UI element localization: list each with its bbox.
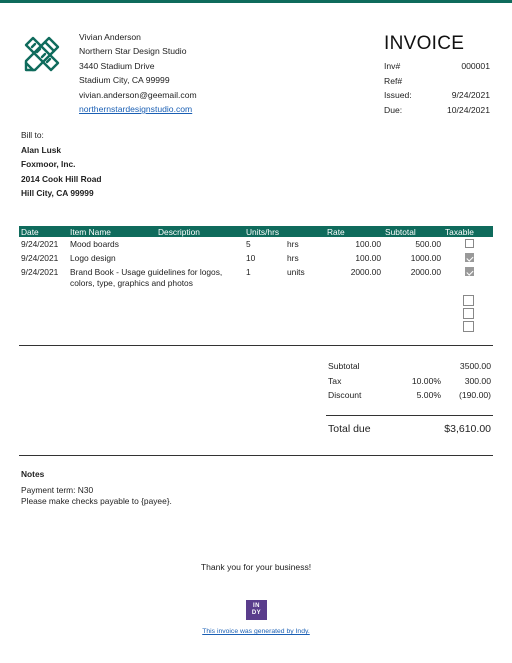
discount-percent: 5.00% xyxy=(416,390,441,401)
row-description xyxy=(156,237,244,251)
total-due-value: $3,610.00 xyxy=(444,422,491,435)
bill-to-name: Alan Lusk xyxy=(21,144,62,155)
sender-website-link[interactable]: northernstardesignstudio.com xyxy=(79,104,193,115)
top-accent-bar xyxy=(0,0,512,3)
col-header-subtotal: Subtotal xyxy=(383,226,443,237)
indy-logo-top: IN xyxy=(253,603,260,609)
inv-value: 000001 xyxy=(461,61,490,71)
row-item: Mood boards xyxy=(70,239,119,249)
sender-company: Northern Star Design Studio xyxy=(79,46,187,57)
bill-to-company: Foxmoor, Inc. xyxy=(21,159,76,169)
notes-line: Payment term: N30 xyxy=(21,484,94,495)
row-units: 10 xyxy=(246,253,256,263)
discount-value: (190.00) xyxy=(458,390,491,401)
items-table xyxy=(19,226,493,289)
row-date: 9/24/2021 xyxy=(21,239,59,249)
discount-label: Discount xyxy=(328,390,362,401)
col-header-item: Item Name xyxy=(68,226,156,237)
row-units: 5 xyxy=(246,239,251,249)
row-subtotal: 500.00 xyxy=(415,239,441,249)
bill-to-city: Hill City, CA 99999 xyxy=(21,188,94,198)
row-subtotal: 1000.00 xyxy=(410,253,441,263)
col-header-rate: Rate xyxy=(325,226,383,237)
row-rate: 2000.00 xyxy=(350,267,381,277)
due-label: Due: xyxy=(384,104,403,115)
tax-percent: 10.00% xyxy=(411,375,441,386)
subtotal-label: Subtotal xyxy=(328,361,360,372)
tax-value: 300.00 xyxy=(464,375,491,386)
total-due-label: Total due xyxy=(328,422,371,435)
row-item: Brand Book - Usage guidelines for logos, colors, type, graphics and photos xyxy=(70,267,223,288)
sender-city: Stadium City, CA 99999 xyxy=(79,75,170,86)
subtotal-value: 3500.00 xyxy=(459,361,491,372)
inv-label: Inv# xyxy=(384,61,401,71)
notes-heading: Notes xyxy=(21,469,45,479)
indy-logo xyxy=(246,600,267,620)
due-value: 10/24/2021 xyxy=(446,104,490,115)
col-header-description: Description xyxy=(156,226,244,237)
sender-block xyxy=(79,30,197,116)
table-header-row xyxy=(19,226,493,237)
totals-divider xyxy=(326,415,493,416)
bill-to-street: 2014 Cook Hill Road xyxy=(21,173,102,184)
tax-label: Tax xyxy=(328,375,342,386)
row-rate: 100.00 xyxy=(355,239,381,249)
row-date: 9/24/2021 xyxy=(21,267,59,277)
checkbox-empty-icon[interactable] xyxy=(463,295,474,306)
row-description xyxy=(156,251,244,265)
table-row xyxy=(19,237,493,251)
checkbox-empty-icon[interactable] xyxy=(463,321,474,332)
sender-email: vivian.anderson@geemail.com xyxy=(79,89,197,100)
row-item: Logo design xyxy=(70,253,116,263)
col-header-date: Date xyxy=(19,226,68,237)
row-rate: 100.00 xyxy=(355,253,381,263)
notes-line: Please make checks payable to {payee}. xyxy=(21,496,172,506)
ref-label: Ref# xyxy=(384,75,403,86)
row-unit-type: hrs xyxy=(287,253,299,263)
sender-name: Vivian Anderson xyxy=(79,32,141,42)
col-header-taxable: Taxable xyxy=(443,226,493,237)
thank-you-message: Thank you for your business! xyxy=(200,562,312,572)
row-unit-type: hrs xyxy=(287,239,299,249)
row-date: 9/24/2021 xyxy=(21,253,59,263)
row-unit-type: units xyxy=(287,267,305,277)
sender-street: 3440 Stadium Drive xyxy=(79,60,155,71)
divider xyxy=(19,345,493,346)
issued-value: 9/24/2021 xyxy=(451,90,490,100)
checkbox-checked-icon[interactable] xyxy=(465,267,474,276)
checkbox-empty-icon[interactable] xyxy=(463,308,474,319)
col-header-units: Units/hrs xyxy=(244,226,285,237)
row-units: 1 xyxy=(246,267,251,277)
notes-block xyxy=(21,469,172,508)
checkbox-empty-icon[interactable] xyxy=(465,239,474,248)
divider xyxy=(19,455,493,456)
row-subtotal: 2000.00 xyxy=(410,267,441,277)
table-row xyxy=(19,265,493,289)
invoice-meta xyxy=(384,59,490,117)
col-header-unit-type xyxy=(285,226,325,237)
pencil-ruler-icon xyxy=(22,34,62,74)
indy-logo-bottom: DY xyxy=(251,610,262,616)
invoice-title: INVOICE xyxy=(384,33,465,54)
totals-block xyxy=(328,359,491,435)
bill-to-block xyxy=(21,128,102,201)
checkbox-checked-icon[interactable] xyxy=(465,253,474,262)
table-row xyxy=(19,251,493,265)
generated-by-link[interactable]: This invoice was generated by Indy. xyxy=(202,628,310,635)
bill-to-label: Bill to: xyxy=(21,130,44,140)
issued-label: Issued: xyxy=(384,90,412,100)
